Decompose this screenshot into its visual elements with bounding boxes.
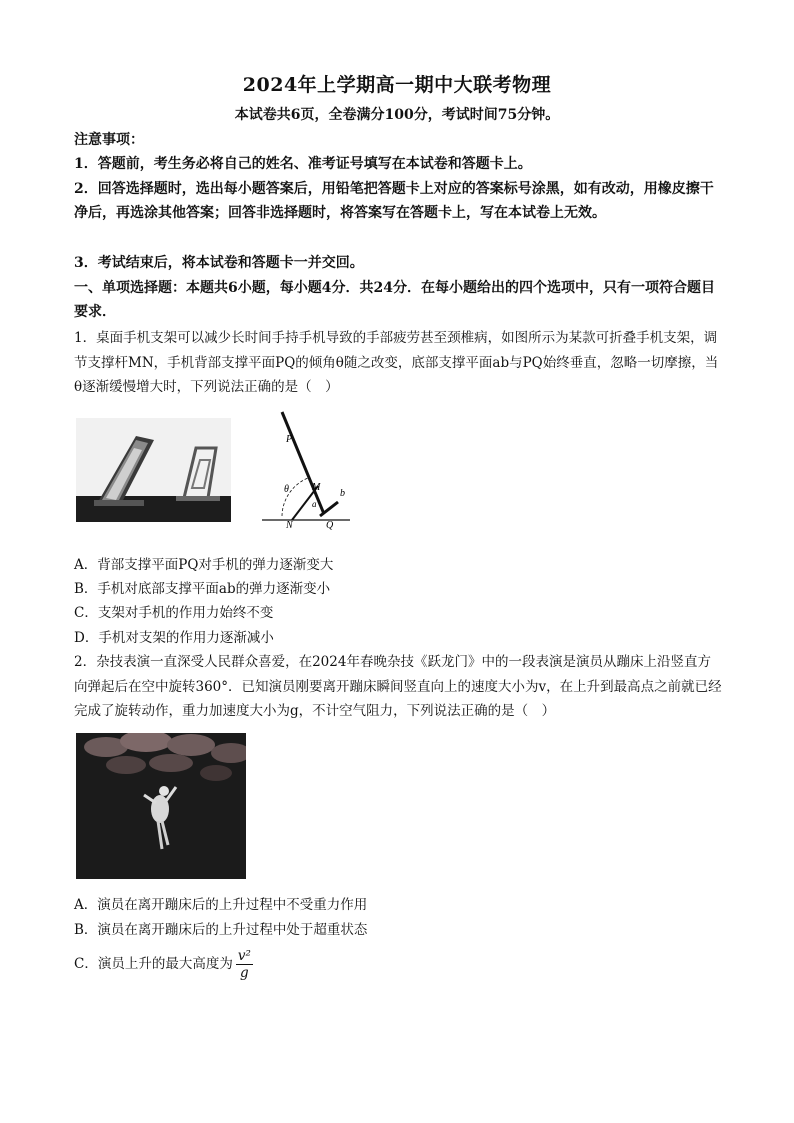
question-2-stem: 2．杂技表演一直深受人民群众喜爱，在2024年春晚杂技《跃龙门》中的一段表演是演员从蹦床上沿竖直方向弹起后在空中旋转360°．已知演员刚要离开蹦床瞬间竖直向上的速度大小为v，在上升到最高点之前就已经完成了旋转动作，重力加速度大小为g，不计空气阻力，下列说法正确的是（ ） <box>74 654 722 719</box>
notice-item-2: 2．回答选择题时，选出每小题答案后，用铅笔把答题卡上对应的答案标号涂黑，如有改动，用橡皮擦干净后，再选涂其他答案；回答非选择题时，将答案写在答题卡上，写在本试卷上无效。 <box>74 181 714 221</box>
label-m: M <box>312 482 321 493</box>
fraction-denominator: g <box>240 965 249 981</box>
notice-item-3: 3．考试结束后，将本试卷和答题卡一并交回。 <box>74 255 364 271</box>
question-1-option-c: C．支架对手机的作用力始终不变 <box>74 605 274 621</box>
question-1-option-d: D．手机对支架的作用力逐渐减小 <box>74 630 274 646</box>
acrobat-photo <box>76 733 246 879</box>
phone-stand-diagram <box>260 408 365 530</box>
question-2-option-a: A．演员在离开蹦床后的上升过程中不受重力作用 <box>74 897 368 913</box>
question-1-stem: 1．桌面手机支架可以减少长时间手持手机导致的手部疲劳甚至颈椎病，如图所示为某款可折叠手机支架，调节支撑杆MN，手机背部支撑平面PQ的倾角θ随之改变，底部支撑平面ab与PQ始终垂直，忽略一切摩擦，当θ逐渐缓慢增大时，下列说法正确的是（ ） <box>74 330 719 395</box>
question-2-option-c <box>74 948 253 981</box>
fraction-numerator: v² <box>237 948 251 964</box>
label-n: N <box>286 520 293 530</box>
question-1-option-a: A．背部支撑平面PQ对手机的弹力逐渐变大 <box>74 557 334 573</box>
phone-stand-photo-drawing <box>76 418 231 522</box>
exam-subtitle: 本试卷共6页，全卷满分100分，考试时间75分钟。 <box>234 107 560 123</box>
label-b: b <box>340 488 345 499</box>
label-p: P <box>286 434 293 445</box>
question-1-option-b: B．手机对底部支撑平面ab的弹力逐渐变小 <box>74 581 331 597</box>
exam-title: 2024年上学期高一期中大联考物理 <box>242 74 552 96</box>
question-2-option-c-text: C．演员上升的最大高度为 <box>74 956 233 972</box>
notice-item-1: 1．答题前，考生务必将自己的姓名、准考证号填写在本试卷和答题卡上。 <box>74 156 532 172</box>
section-heading: 一、单项选择题：本题共6小题，每小题4分．共24分．在每小题给出的四个选项中，只有一项符合题目要求． <box>74 280 715 320</box>
acrobat-photo-drawing <box>76 733 246 879</box>
label-theta: θ <box>284 484 289 495</box>
max-height-fraction <box>236 948 253 981</box>
phone-stand-diagram-svg <box>260 408 365 530</box>
notice-heading: 注意事项： <box>74 132 144 148</box>
phone-stand-photo <box>76 418 231 522</box>
label-a: a <box>312 499 317 509</box>
question-2-option-b: B．演员在离开蹦床后的上升过程中处于超重状态 <box>74 922 368 938</box>
label-q: Q <box>326 520 334 530</box>
